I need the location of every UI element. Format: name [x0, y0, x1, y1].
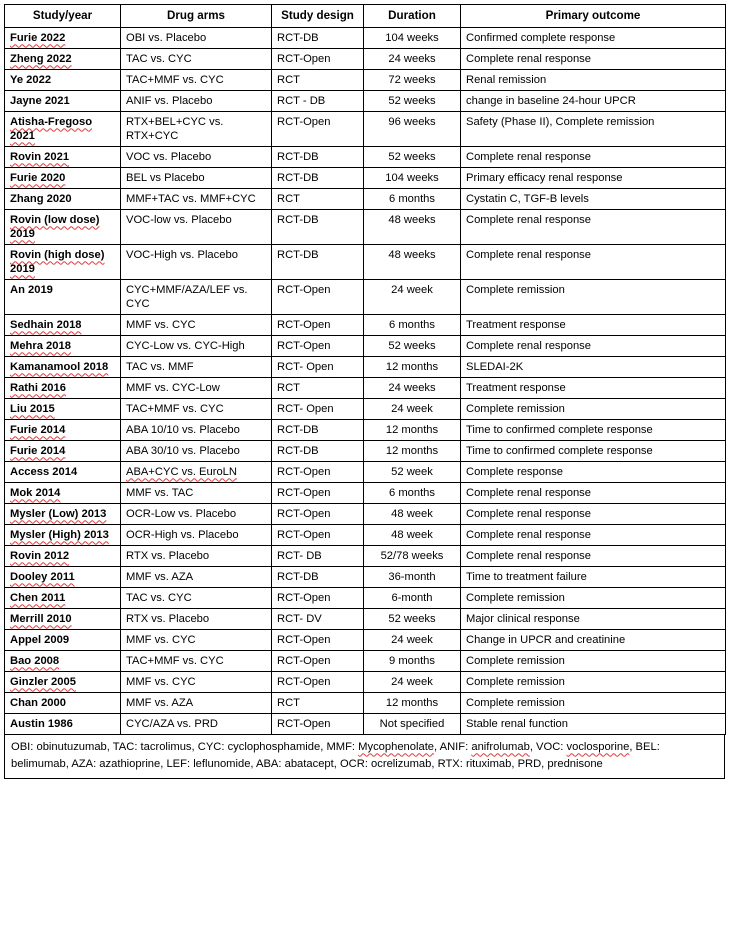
cell-study-year: Sedhain 2018 [5, 315, 121, 336]
cell-study-design: RCT-DB [272, 567, 364, 588]
cell-drug-arms: MMF vs. CYC [121, 630, 272, 651]
cell-study-year: Rovin 2021 [5, 147, 121, 168]
cell-duration: 6 months [364, 189, 461, 210]
cell-primary-outcome: Change in UPCR and creatinine [461, 630, 726, 651]
cell-drug-arms: RTX vs. Placebo [121, 609, 272, 630]
cell-primary-outcome: Complete renal response [461, 210, 726, 245]
table-footnote [4, 735, 725, 778]
cell-drug-arms: CYC+MMF/AZA/LEF vs. CYC [121, 280, 272, 315]
cell-duration: 48 weeks [364, 245, 461, 280]
cell-study-design: RCT-Open [272, 280, 364, 315]
cell-study-year: Mok 2014 [5, 483, 121, 504]
cell-duration: 24 week [364, 280, 461, 315]
cell-study-year: An 2019 [5, 280, 121, 315]
cell-primary-outcome: Complete remission [461, 399, 726, 420]
cell-drug-arms: MMF vs. CYC [121, 315, 272, 336]
cell-study-design: RCT- Open [272, 399, 364, 420]
cell-study-year: Chen 2011 [5, 588, 121, 609]
cell-duration: 96 weeks [364, 112, 461, 147]
cell-primary-outcome: Stable renal function [461, 714, 726, 735]
cell-study-year: Mysler (Low) 2013 [5, 504, 121, 525]
cell-drug-arms: TAC vs. CYC [121, 588, 272, 609]
cell-drug-arms: TAC+MMF vs. CYC [121, 70, 272, 91]
cell-study-design: RCT-Open [272, 630, 364, 651]
cell-study-year: Liu 2015 [5, 399, 121, 420]
cell-primary-outcome: Complete renal response [461, 336, 726, 357]
cell-study-year: Mehra 2018 [5, 336, 121, 357]
cell-drug-arms: OBI vs. Placebo [121, 28, 272, 49]
cell-study-design: RCT- DV [272, 609, 364, 630]
cell-duration: 24 weeks [364, 49, 461, 70]
cell-study-year: Rathi 2016 [5, 378, 121, 399]
cell-duration: 24 weeks [364, 378, 461, 399]
cell-primary-outcome: Cystatin C, TGF-B levels [461, 189, 726, 210]
footnote-text: OBI: obinutuzumab, TAC: tacrolimus, CYC: cyclophosphamide, MMF: Mycophenolate, ANIF: anifrolumab, VOC: voclosporine, BEL: belimumab, AZA: azathioprine, LEF: leflunomide, ABA: abatacept, OCR: ocrelizumab, RTX: rituximab, PRD, prednisone [11, 741, 660, 770]
cell-study-design: RCT-DB [272, 420, 364, 441]
cell-study-year: Rovin 2012 [5, 546, 121, 567]
cell-study-year: Zhang 2020 [5, 189, 121, 210]
table-row [5, 567, 726, 588]
cell-drug-arms: MMF vs. TAC [121, 483, 272, 504]
cell-drug-arms: ABA 30/10 vs. Placebo [121, 441, 272, 462]
cell-study-design: RCT-DB [272, 210, 364, 245]
cell-duration: 24 week [364, 672, 461, 693]
cell-study-design: RCT-DB [272, 245, 364, 280]
cell-study-design: RCT-Open [272, 315, 364, 336]
cell-study-design: RCT-DB [272, 147, 364, 168]
cell-study-design: RCT- DB [272, 546, 364, 567]
table-row [5, 630, 726, 651]
cell-drug-arms: ABA 10/10 vs. Placebo [121, 420, 272, 441]
cell-study-year: Access 2014 [5, 462, 121, 483]
table-row [5, 168, 726, 189]
cell-drug-arms: MMF vs. CYC-Low [121, 378, 272, 399]
cell-primary-outcome: Complete renal response [461, 483, 726, 504]
cell-duration: 52 weeks [364, 91, 461, 112]
column-header-study-year: Study/year [5, 5, 121, 28]
cell-drug-arms: ANIF vs. Placebo [121, 91, 272, 112]
cell-duration: 12 months [364, 693, 461, 714]
cell-study-year: Merrill 2010 [5, 609, 121, 630]
cell-drug-arms: MMF vs. AZA [121, 567, 272, 588]
column-header-duration: Duration [364, 5, 461, 28]
cell-drug-arms: VOC-High vs. Placebo [121, 245, 272, 280]
cell-primary-outcome: Primary efficacy renal response [461, 168, 726, 189]
cell-primary-outcome: Time to confirmed complete response [461, 420, 726, 441]
cell-drug-arms: RTX vs. Placebo [121, 546, 272, 567]
cell-duration: 52 weeks [364, 147, 461, 168]
cell-drug-arms: VOC vs. Placebo [121, 147, 272, 168]
table-body [5, 28, 726, 735]
column-header-primary-outcome: Primary outcome [461, 5, 726, 28]
cell-primary-outcome: Treatment response [461, 378, 726, 399]
table-row [5, 245, 726, 280]
table-row [5, 525, 726, 546]
cell-study-year: Rovin (high dose) 2019 [5, 245, 121, 280]
cell-primary-outcome: Confirmed complete response [461, 28, 726, 49]
cell-study-year: Furie 2022 [5, 28, 121, 49]
cell-study-design: RCT-Open [272, 483, 364, 504]
table-row [5, 672, 726, 693]
table-row [5, 714, 726, 735]
table-row [5, 49, 726, 70]
table-row [5, 546, 726, 567]
cell-study-year: Ginzler 2005 [5, 672, 121, 693]
cell-study-design: RCT-Open [272, 672, 364, 693]
table-row [5, 483, 726, 504]
study-characteristics-table [4, 4, 726, 735]
cell-primary-outcome: Time to confirmed complete response [461, 441, 726, 462]
cell-study-design: RCT- Open [272, 357, 364, 378]
table-row [5, 504, 726, 525]
cell-primary-outcome: Complete renal response [461, 525, 726, 546]
cell-study-design: RCT-DB [272, 168, 364, 189]
cell-drug-arms: ABA+CYC vs. EuroLN [121, 462, 272, 483]
table-row [5, 336, 726, 357]
cell-study-design: RCT-Open [272, 462, 364, 483]
table-row [5, 588, 726, 609]
cell-duration: 72 weeks [364, 70, 461, 91]
cell-primary-outcome: Treatment response [461, 315, 726, 336]
cell-primary-outcome: Complete remission [461, 651, 726, 672]
table-header [5, 5, 726, 28]
cell-drug-arms: MMF vs. CYC [121, 672, 272, 693]
cell-primary-outcome: Complete renal response [461, 504, 726, 525]
table-row [5, 147, 726, 168]
cell-study-year: Kamanamool 2018 [5, 357, 121, 378]
cell-drug-arms: RTX+BEL+CYC vs. RTX+CYC [121, 112, 272, 147]
cell-primary-outcome: change in baseline 24-hour UPCR [461, 91, 726, 112]
cell-study-design: RCT [272, 70, 364, 91]
table-row [5, 70, 726, 91]
table-row [5, 91, 726, 112]
cell-duration: 104 weeks [364, 168, 461, 189]
table-row [5, 112, 726, 147]
cell-duration: 24 week [364, 630, 461, 651]
cell-study-year: Bao 2008 [5, 651, 121, 672]
cell-duration: 6-month [364, 588, 461, 609]
cell-drug-arms: CYC/AZA vs. PRD [121, 714, 272, 735]
table-row [5, 462, 726, 483]
cell-study-design: RCT [272, 693, 364, 714]
table-row [5, 651, 726, 672]
cell-study-design: RCT-Open [272, 504, 364, 525]
cell-duration: 6 months [364, 483, 461, 504]
cell-primary-outcome: Complete renal response [461, 147, 726, 168]
cell-study-year: Dooley 2011 [5, 567, 121, 588]
cell-study-year: Chan 2000 [5, 693, 121, 714]
cell-primary-outcome: Complete renal response [461, 49, 726, 70]
cell-study-design: RCT-Open [272, 714, 364, 735]
cell-primary-outcome: Complete remission [461, 693, 726, 714]
cell-study-design: RCT-DB [272, 441, 364, 462]
cell-study-design: RCT [272, 189, 364, 210]
table-row [5, 280, 726, 315]
cell-study-design: RCT-DB [272, 28, 364, 49]
cell-drug-arms: MMF+TAC vs. MMF+CYC [121, 189, 272, 210]
cell-drug-arms: CYC-Low vs. CYC-High [121, 336, 272, 357]
table-header-row [5, 5, 726, 28]
table-row [5, 441, 726, 462]
cell-study-year: Jayne 2021 [5, 91, 121, 112]
cell-primary-outcome: Complete response [461, 462, 726, 483]
table-row [5, 315, 726, 336]
cell-drug-arms: TAC+MMF vs. CYC [121, 651, 272, 672]
cell-duration: 24 week [364, 399, 461, 420]
table-row [5, 189, 726, 210]
table-row [5, 210, 726, 245]
table-row [5, 609, 726, 630]
cell-study-design: RCT [272, 378, 364, 399]
cell-duration: 48 week [364, 504, 461, 525]
cell-study-design: RCT-Open [272, 651, 364, 672]
cell-duration: 36-month [364, 567, 461, 588]
cell-drug-arms: OCR-Low vs. Placebo [121, 504, 272, 525]
cell-study-year: Rovin (low dose) 2019 [5, 210, 121, 245]
cell-study-year: Furie 2014 [5, 420, 121, 441]
cell-primary-outcome: Complete remission [461, 672, 726, 693]
table-row [5, 378, 726, 399]
cell-study-design: RCT-Open [272, 49, 364, 70]
cell-study-year: Zheng 2022 [5, 49, 121, 70]
cell-study-year: Appel 2009 [5, 630, 121, 651]
table-row [5, 420, 726, 441]
cell-duration: 52/78 weeks [364, 546, 461, 567]
cell-primary-outcome: Time to treatment failure [461, 567, 726, 588]
cell-study-year: Mysler (High) 2013 [5, 525, 121, 546]
cell-drug-arms: MMF vs. AZA [121, 693, 272, 714]
cell-study-design: RCT-Open [272, 525, 364, 546]
cell-study-year: Austin 1986 [5, 714, 121, 735]
cell-duration: 104 weeks [364, 28, 461, 49]
cell-duration: 48 week [364, 525, 461, 546]
cell-primary-outcome: Complete remission [461, 280, 726, 315]
cell-primary-outcome: Complete remission [461, 588, 726, 609]
table-row [5, 399, 726, 420]
cell-study-year: Furie 2014 [5, 441, 121, 462]
cell-study-design: RCT-Open [272, 336, 364, 357]
cell-duration: 12 months [364, 420, 461, 441]
table-row [5, 28, 726, 49]
cell-duration: 52 weeks [364, 336, 461, 357]
cell-drug-arms: TAC vs. CYC [121, 49, 272, 70]
cell-duration: Not specified [364, 714, 461, 735]
cell-study-design: RCT-Open [272, 588, 364, 609]
table-row [5, 357, 726, 378]
cell-primary-outcome: Major clinical response [461, 609, 726, 630]
cell-primary-outcome: Complete renal response [461, 546, 726, 567]
cell-study-year: Furie 2020 [5, 168, 121, 189]
cell-study-year: Atisha-Fregoso 2021 [5, 112, 121, 147]
cell-study-design: RCT-Open [272, 112, 364, 147]
cell-duration: 9 months [364, 651, 461, 672]
cell-duration: 12 months [364, 441, 461, 462]
cell-primary-outcome: SLEDAI-2K [461, 357, 726, 378]
cell-drug-arms: BEL vs Placebo [121, 168, 272, 189]
cell-drug-arms: OCR-High vs. Placebo [121, 525, 272, 546]
cell-study-year: Ye 2022 [5, 70, 121, 91]
column-header-drug-arms: Drug arms [121, 5, 272, 28]
table-row [5, 693, 726, 714]
cell-primary-outcome: Complete renal response [461, 245, 726, 280]
cell-duration: 52 weeks [364, 609, 461, 630]
cell-primary-outcome: Renal remission [461, 70, 726, 91]
cell-duration: 48 weeks [364, 210, 461, 245]
cell-duration: 6 months [364, 315, 461, 336]
cell-study-design: RCT - DB [272, 91, 364, 112]
cell-drug-arms: VOC-low vs. Placebo [121, 210, 272, 245]
cell-drug-arms: TAC+MMF vs. CYC [121, 399, 272, 420]
cell-drug-arms: TAC vs. MMF [121, 357, 272, 378]
cell-primary-outcome: Safety (Phase II), Complete remission [461, 112, 726, 147]
cell-duration: 12 months [364, 357, 461, 378]
cell-duration: 52 week [364, 462, 461, 483]
column-header-study-design: Study design [272, 5, 364, 28]
